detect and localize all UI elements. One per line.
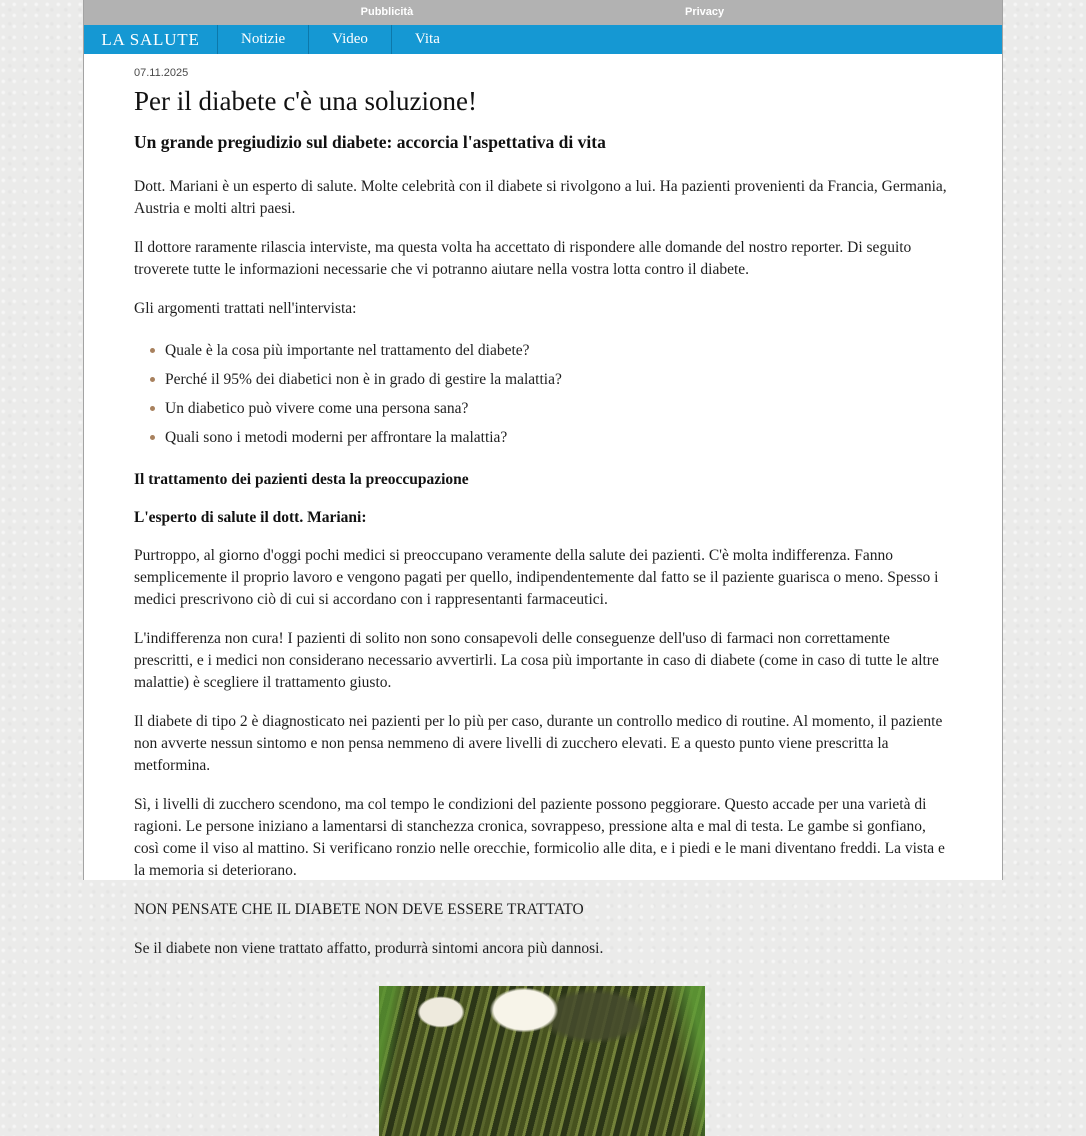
topic-item: Un diabetico può vivere come una persona sana? xyxy=(165,398,950,420)
nav-item-notizie[interactable]: Notizie xyxy=(217,25,308,54)
article-subtitle: Un grande pregiudizio sul diabete: accorcia l'aspettativa di vita xyxy=(134,132,606,153)
body-paragraph: L'indifferenza non cura! I pazienti di solito non sono consapevoli delle conseguenze dell'uso di farmaci non correttamente prescritti, e i medici non considerano necessario avvertirli. La cosa più importante in caso di diabete (come in caso di tutte le altre malattie) è scegliere il trattamento giusto. xyxy=(134,630,939,692)
page-container xyxy=(83,0,1003,958)
pubblicita-label: Pubblicità xyxy=(360,6,414,18)
list-intro: Gli argomenti trattati nell'intervista: xyxy=(134,300,357,318)
body-paragraph: Purtroppo, al giorno d'oggi pochi medici si preoccupano veramente della salute dei pazienti. C'è molta indifferenza. Fanno semplicemente il proprio lavoro e vengono pagati per quello, indipendentemente dal fatto se il paziente guarisca o meno. Spesso i medici prescrivono ciò di cui si accordano con i rappresentanti farmaceutici. xyxy=(134,547,939,609)
topic-item: Quale è la cosa più importante nel trattamento del diabete? xyxy=(165,340,950,362)
article-photo xyxy=(379,986,705,1136)
nav-bar xyxy=(84,25,1002,54)
article-date: 07.11.2025 xyxy=(134,67,189,79)
topic-item: Quali sono i metodi moderni per affrontare la malattia? xyxy=(165,427,950,449)
ad-bar xyxy=(84,0,1002,25)
intro-paragraph: Il dottore raramente rilascia interviste, ma questa volta ha accettato di rispondere alle domande del nostro reporter. Di seguito troverete tutte le informazioni necessarie che vi potranno aiutare nella vostra lotta contro il diabete. xyxy=(134,239,912,279)
topics-list xyxy=(134,340,950,449)
nav-item-video[interactable]: Video xyxy=(308,25,391,54)
article-title: Per il diabete c'è una soluzione! xyxy=(134,86,477,116)
site-logo[interactable]: LA SALUTE xyxy=(101,29,200,49)
caps-warning-line: NON PENSATE CHE IL DIABETE NON DEVE ESSERE TRATTATO xyxy=(134,901,584,919)
body-paragraph: Il diabete di tipo 2 è diagnosticato nei pazienti per lo più per caso, durante un controllo medico di routine. Al momento, il paziente non avverte nessun sintomo e non pensa nemmeno di avere livelli di zucchero elevati. E a questo punto viene prescritta la metformina. xyxy=(134,713,943,775)
closing-paragraph: Se il diabete non viene trattato affatto, produrrà sintomi ancora più dannosi. xyxy=(134,940,604,958)
privacy-link[interactable]: Privacy xyxy=(684,6,725,18)
intro-paragraph: Dott. Mariani è un esperto di salute. Molte celebrità con il diabete si rivolgono a lui. Ha pazienti provenienti da Francia, Germania, Austria e molti altri paesi. xyxy=(134,178,947,218)
section-heading: Il trattamento dei pazienti desta la preoccupazione xyxy=(134,471,469,489)
nav-menu xyxy=(217,25,463,54)
article xyxy=(84,54,1002,1136)
expert-heading: L'esperto di salute il dott. Mariani: xyxy=(134,509,367,527)
topic-item: Perché il 95% dei diabetici non è in grado di gestire la malattia? xyxy=(165,369,950,391)
nav-item-vita[interactable]: Vita xyxy=(391,25,463,54)
body-paragraph: Sì, i livelli di zucchero scendono, ma col tempo le condizioni del paziente possono peggiorare. Questo accade per una varietà di ragioni. Le persone iniziano a lamentarsi di stanchezza cronica, sovrappeso, pressione alta e mal di testa. Le gambe si gonfiano, così come il viso al mattino. Si verificano ronzio nelle orecchie, formicolio alle dita, e i piedi e le mani diventano freddi. La vista e la memoria si deteriorano. xyxy=(134,796,945,880)
